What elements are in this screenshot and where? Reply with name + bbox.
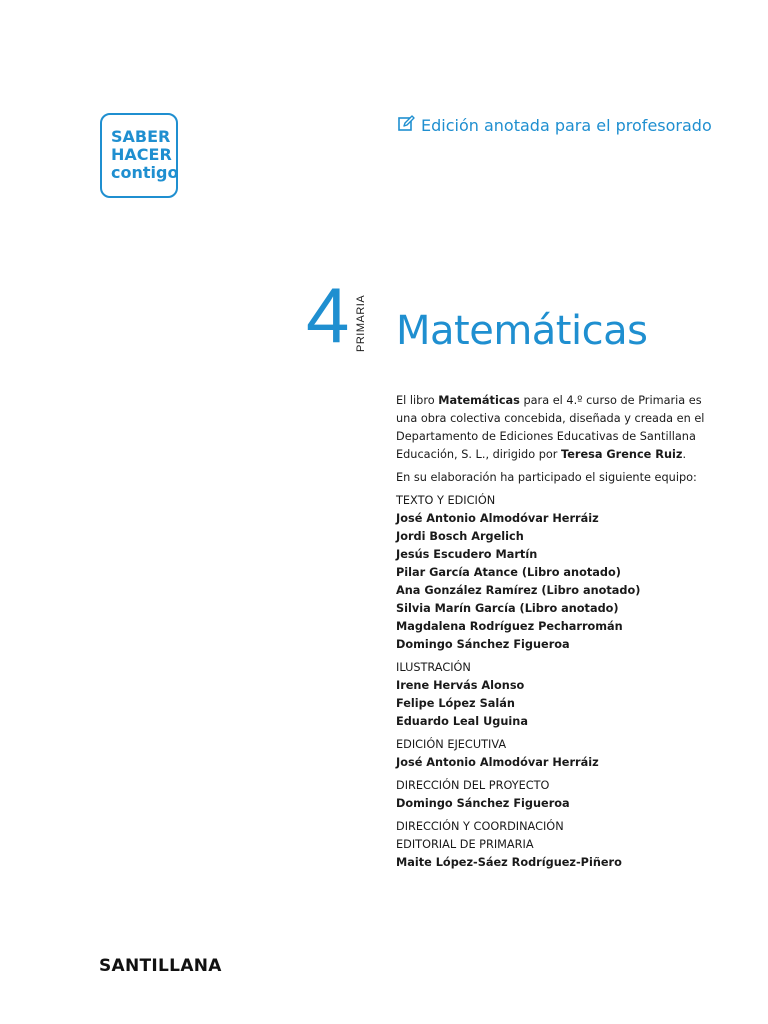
credits-section [396, 818, 716, 872]
contributor-name: Domingo Sánchez Figueroa [396, 638, 570, 651]
section-heading: EDICIÓN EJECUTIVA [396, 738, 507, 751]
credits-section [396, 736, 716, 772]
section-heading: DIRECCIÓN DEL PROYECTO [396, 779, 550, 792]
intro-text-2: para el 4.º curso de Primaria es una obra colectiva concebida, diseñada y creada en el Departamento de Ediciones Educativas de Santillana Educación, S. L., dirigido por [396, 394, 705, 461]
section-heading: TEXTO Y EDICIÓN [396, 494, 496, 507]
contributor-name: Jesús Escudero Martín [396, 548, 538, 561]
contributor-name: Eduardo Leal Uguina [396, 715, 528, 728]
contributor-name: Domingo Sánchez Figueroa [396, 797, 570, 810]
logo-line-3: contigo [111, 163, 179, 182]
publisher-logo: SANTILLANA [99, 956, 222, 976]
contributor-name: José Antonio Almodóvar Herráiz [396, 512, 599, 525]
contributor-name: Silvia Marín García (Libro anotado) [396, 602, 619, 615]
edit-pencil-icon [398, 115, 421, 136]
edition-label [398, 115, 712, 136]
credits-section [396, 777, 716, 813]
logo-line-2: HACER [111, 145, 172, 164]
credits-section [396, 492, 716, 654]
contributor-name: Felipe López Salán [396, 697, 515, 710]
contributor-name: Ana González Ramírez (Libro anotado) [396, 584, 641, 597]
section-heading: DIRECCIÓN Y COORDINACIÓN [396, 820, 564, 833]
logo-line-1: SABER [111, 127, 171, 146]
contributor-name: Jordi Bosch Argelich [396, 530, 524, 543]
saber-hacer-contigo-logo [100, 113, 178, 198]
section-heading: ILUSTRACIÓN [396, 661, 471, 674]
book-title: Matemáticas [396, 308, 648, 354]
contributor-name: Magdalena Rodríguez Pecharromán [396, 620, 623, 633]
contributor-name: José Antonio Almodóvar Herráiz [396, 756, 599, 769]
contributor-name: Pilar García Atance (Libro anotado) [396, 566, 621, 579]
credits-section [396, 659, 716, 731]
team-intro: En su elaboración ha participado el siguiente equipo: [396, 471, 697, 484]
intro-text-1: El libro [396, 394, 439, 407]
contributor-name: Maite López-Sáez Rodríguez-Piñero [396, 856, 622, 869]
credits-sections [396, 492, 716, 872]
intro-director-name: Teresa Grence Ruiz [561, 448, 683, 461]
section-heading: EDITORIAL DE PRIMARIA [396, 838, 534, 851]
grade-level-label: PRIMARIA [355, 294, 367, 352]
credits-block [396, 392, 716, 872]
edition-text: Edición anotada para el profesorado [421, 116, 712, 135]
intro-text-3: . [682, 448, 687, 461]
intro-book-name: Matemáticas [438, 394, 520, 407]
intro-paragraph [396, 392, 716, 464]
grade-number: 4 [306, 271, 350, 359]
contributor-name: Irene Hervás Alonso [396, 679, 525, 692]
